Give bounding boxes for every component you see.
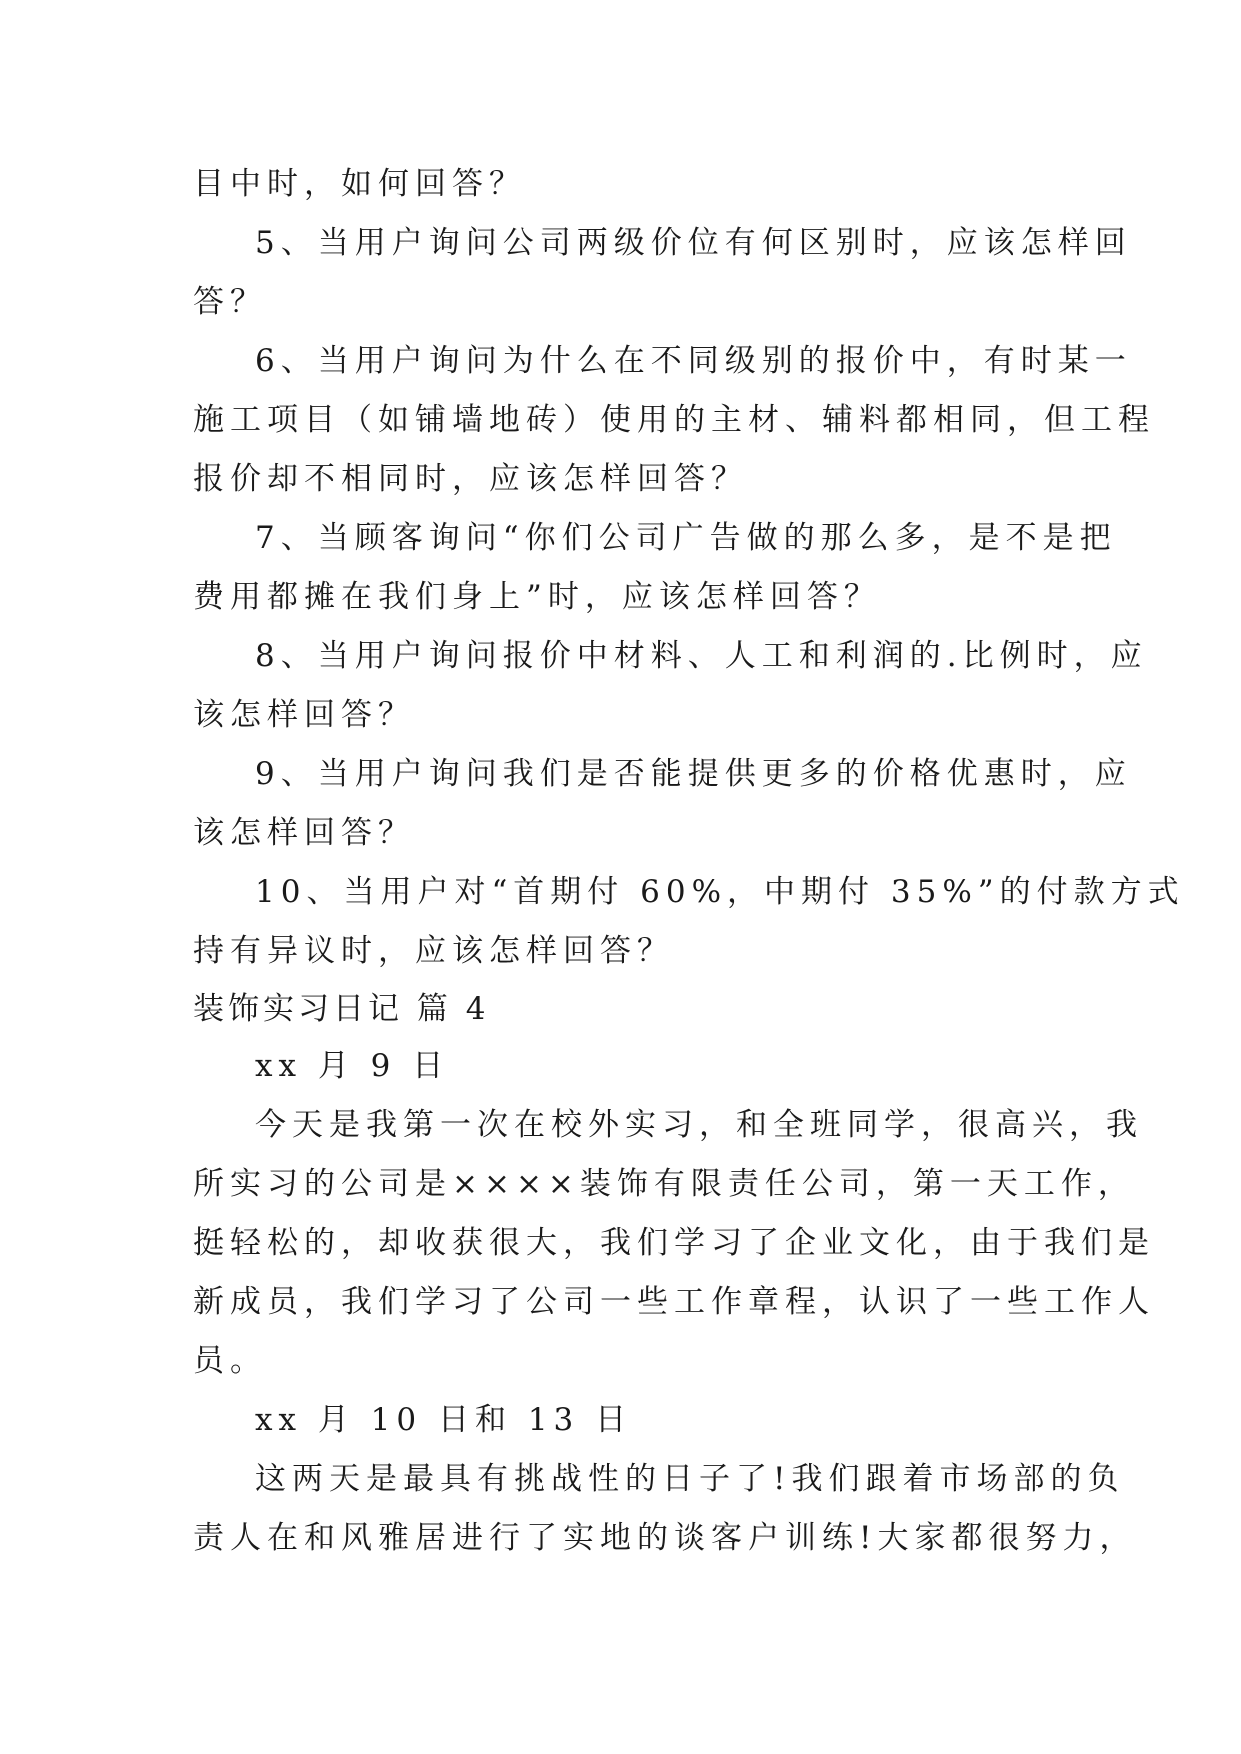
text-line: 该怎样回答？ [193, 815, 415, 851]
question-8-line: 8、当用户询问报价中材料、人工和利润的.比例时，应 [255, 638, 1148, 674]
text-line: 目中时，如何回答？ [193, 166, 526, 202]
entry-text-line: 员。 [193, 1343, 267, 1379]
entry-text-line: 新成员，我们学习了公司一些工作章程，认识了一些工作人 [193, 1284, 1155, 1320]
text-line: 施工项目（如铺墙地砖）使用的主材、辅料都相同，但工程 [193, 402, 1155, 438]
entry-date: xx 月 10 日和 13 日 [255, 1402, 633, 1438]
text-line: 持有异议时，应该怎样回答？ [193, 933, 674, 969]
text-line: 该怎样回答？ [193, 697, 415, 733]
entry-date: xx 月 9 日 [255, 1048, 450, 1084]
question-7-line: 7、当顾客询问“你们公司广告做的那么多，是不是把 [255, 520, 1117, 556]
question-5-line: 5、当用户询问公司两级价位有何区别时，应该怎样回 [255, 225, 1132, 261]
entry-text-line: 这两天是最具有挑战性的日子了!我们跟着市场部的负 [255, 1461, 1125, 1497]
text-line: 费用都摊在我们身上”时，应该怎样回答？ [193, 579, 881, 615]
question-6-line: 6、当用户询问为什么在不同级别的报价中，有时某一 [255, 343, 1132, 379]
entry-text-line: 责人在和风雅居进行了实地的谈客户训练!大家都很努力， [193, 1520, 1137, 1556]
question-10-line: 10、当用户对“首期付 60%，中期付 35%”的付款方式 [255, 874, 1185, 910]
entry-text-line: 今天是我第一次在校外实习，和全班同学，很高兴，我 [255, 1107, 1143, 1143]
entry-text-line: 所实习的公司是××××装饰有限责任公司，第一天工作， [193, 1166, 1135, 1202]
document-body [193, 155, 1185, 1568]
entry-text-line: 挺轻松的，却收获很大，我们学习了企业文化，由于我们是 [193, 1225, 1155, 1261]
question-9-line: 9、当用户询问我们是否能提供更多的价格优惠时，应 [255, 756, 1132, 792]
text-line: 答？ [193, 284, 267, 320]
text-line: 报价却不相同时，应该怎样回答？ [193, 461, 748, 497]
section-heading: 装饰实习日记 篇 4 [193, 991, 490, 1027]
